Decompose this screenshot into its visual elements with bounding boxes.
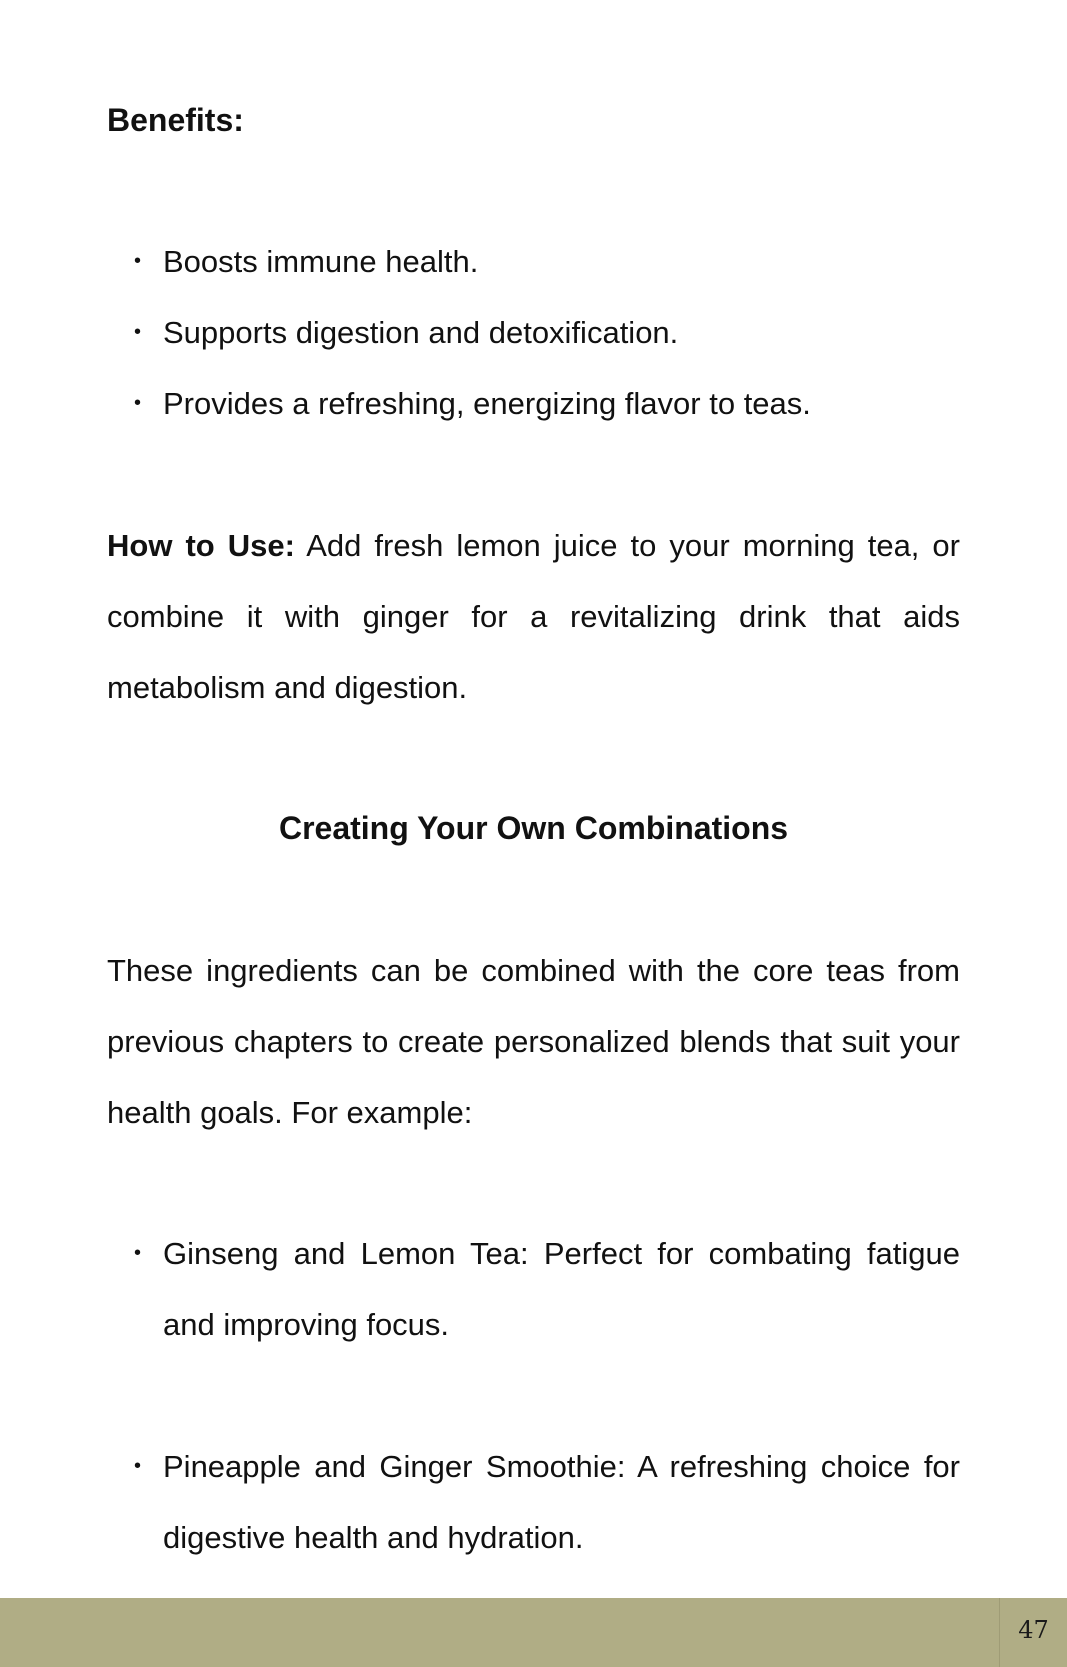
section-title: Creating Your Own Combinations [278, 810, 789, 846]
examples-list [107, 1218, 960, 1573]
list-item-text: Provides a refreshing, energizing flavor to teas. [163, 386, 811, 421]
how-to-use-text: Add fresh lemon juice to your morning tea, or combine it with ginger for a revitalizing drink that aids metabolism and digestion. [107, 528, 960, 705]
list-item [107, 297, 960, 368]
benefits-list [107, 226, 960, 439]
bullet-dot-icon: • [134, 250, 142, 272]
list-item-text: Boosts immune health. [163, 244, 479, 279]
list-item [107, 226, 960, 297]
footer-bar [0, 1598, 1067, 1667]
page-number: 47 [999, 1598, 1067, 1667]
bullet-dot-icon: • [134, 1455, 142, 1477]
bullet-dot-icon: • [134, 1242, 142, 1264]
list-item-text: Ginseng and Lemon Tea: Perfect for combating fatigue and improving focus. [163, 1236, 960, 1342]
benefits-heading: Benefits: [107, 102, 244, 138]
list-item [107, 1218, 960, 1360]
how-to-use-label: How to Use: [107, 528, 295, 563]
section-intro-paragraph: These ingredients can be combined with the core teas from previous chapters to create personalized blends that suit your health goals. For example: [107, 953, 960, 1130]
bullet-dot-icon: • [134, 321, 142, 343]
list-item-text: Pineapple and Ginger Smoothie: A refreshing choice for digestive health and hydration. [163, 1449, 960, 1555]
list-item [107, 368, 960, 439]
list-item [107, 1431, 960, 1573]
bullet-dot-icon: • [134, 392, 142, 414]
how-to-use-paragraph [107, 510, 960, 723]
list-item-text: Supports digestion and detoxification. [163, 315, 679, 350]
